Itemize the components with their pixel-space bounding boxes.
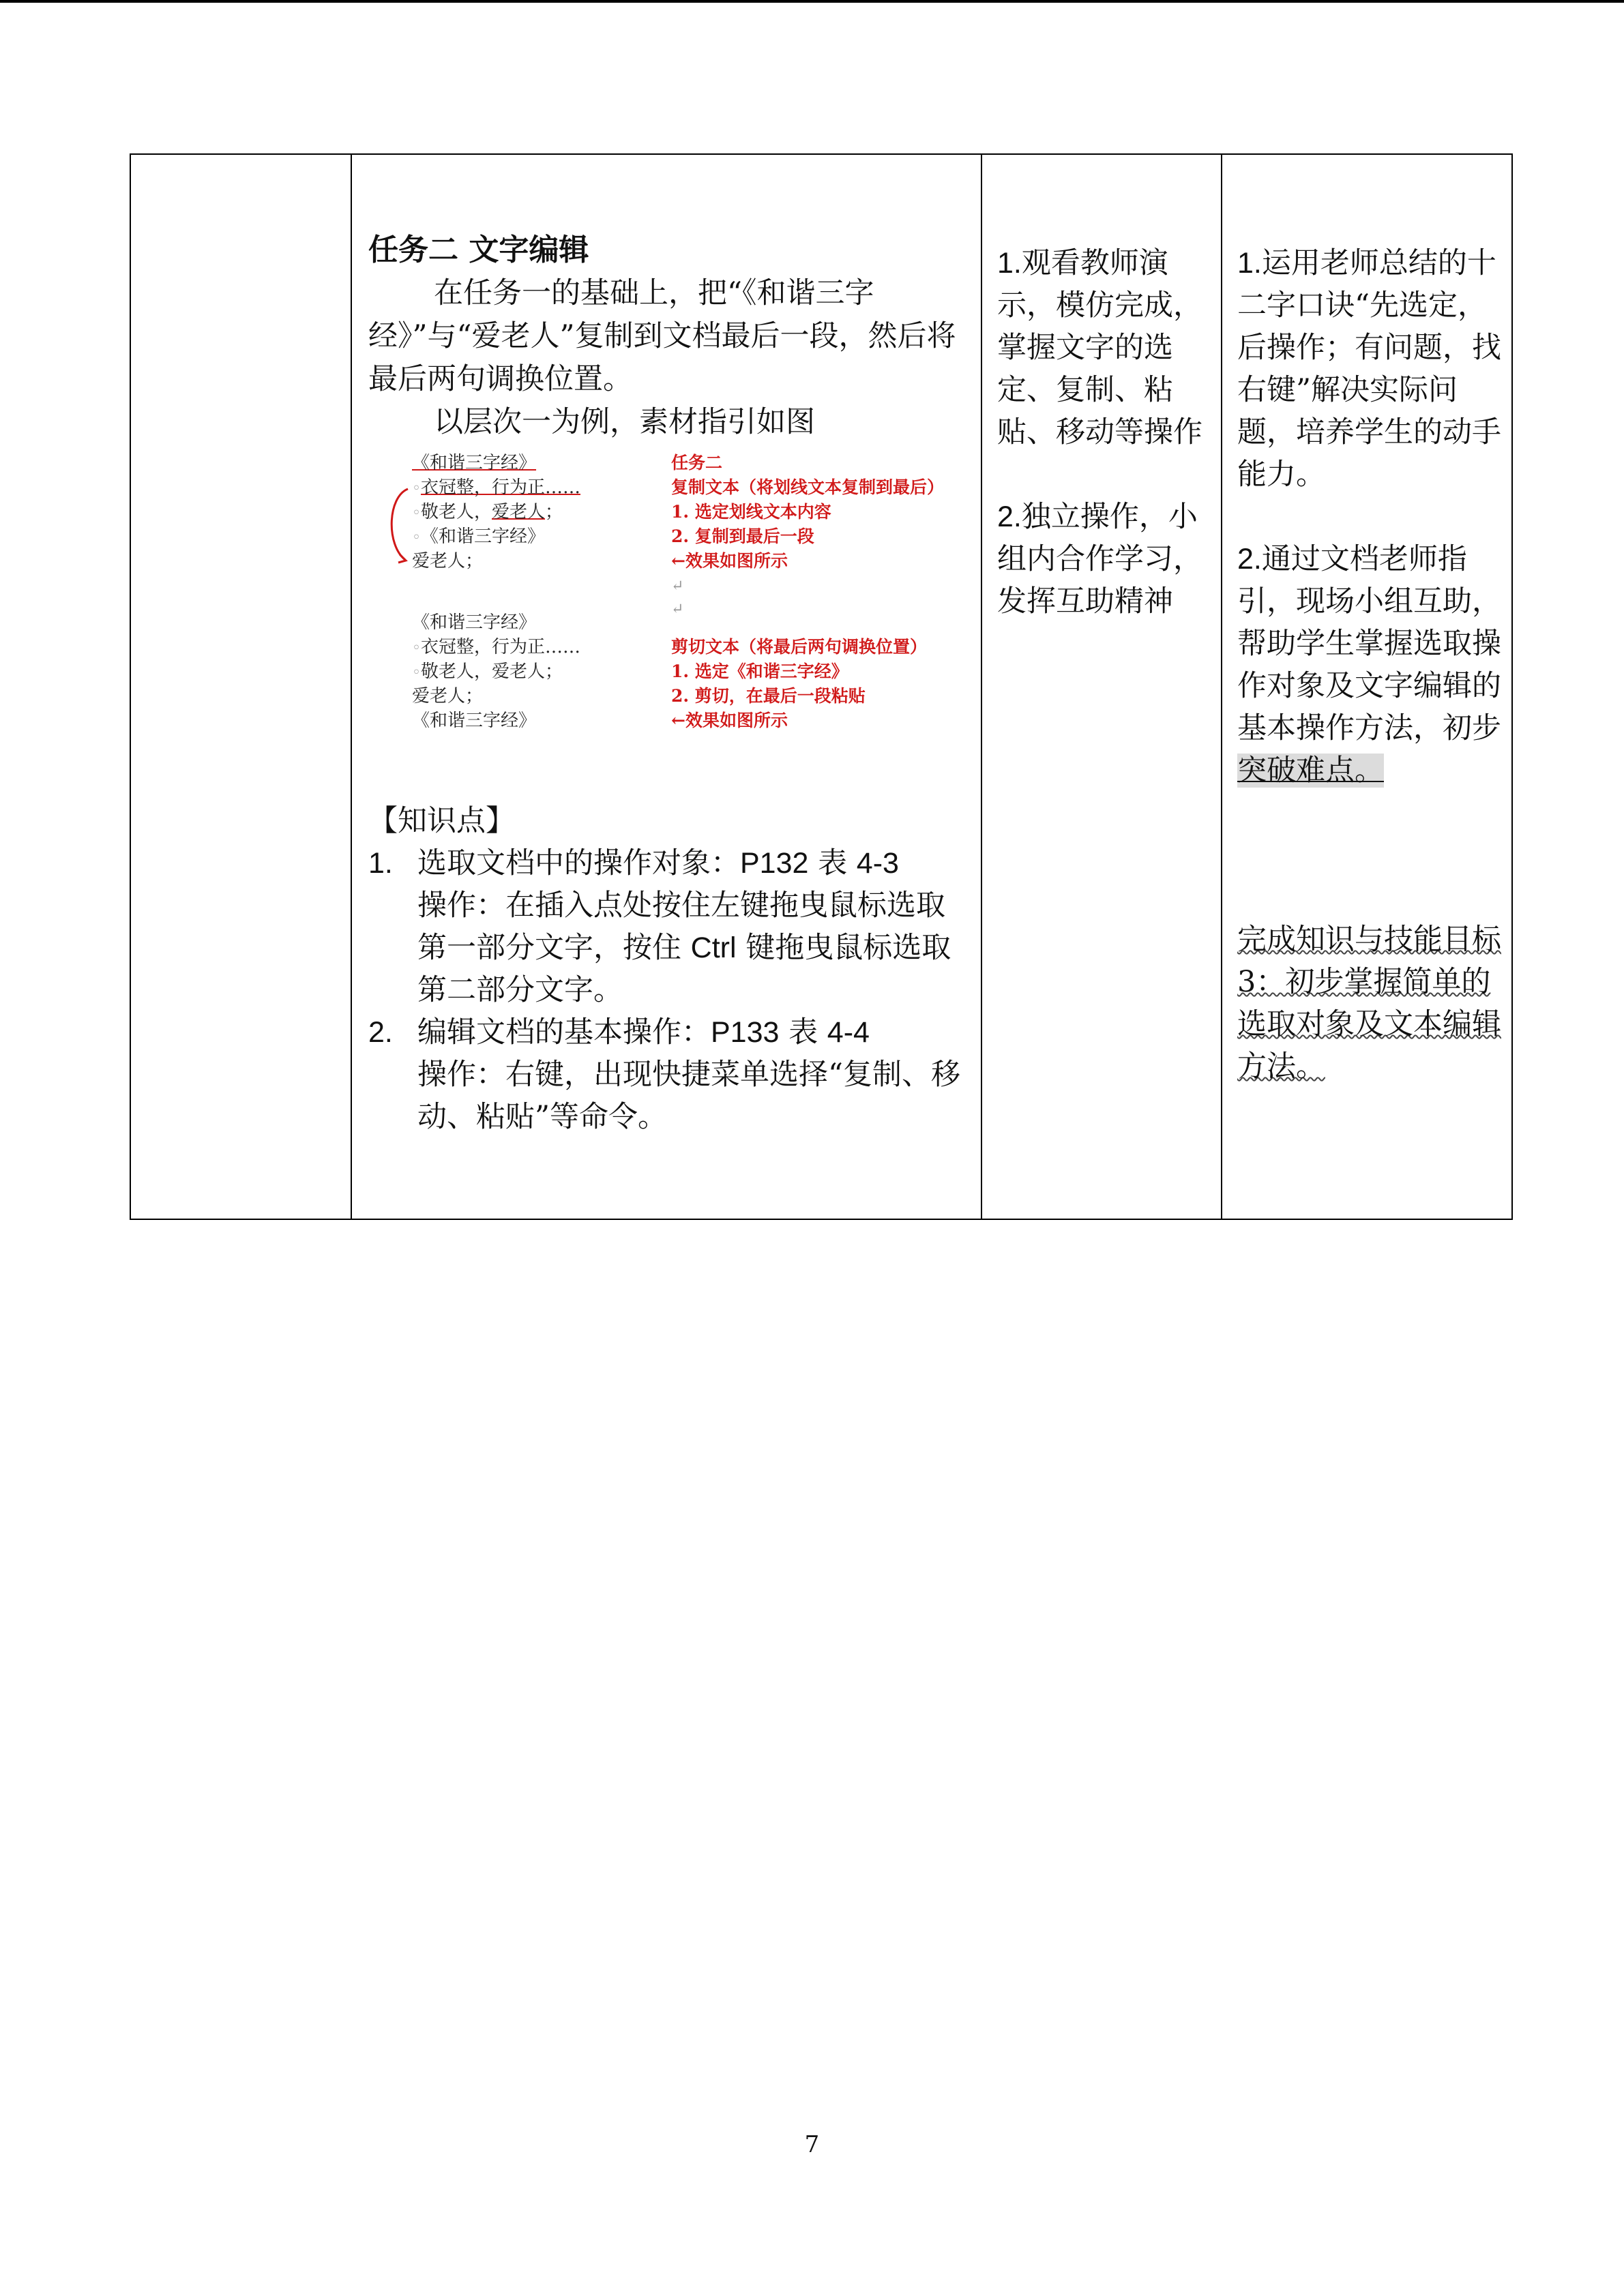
teaching-content-cell	[351, 154, 981, 1219]
figure-note: 剪切文本（将最后两句调换位置）	[671, 637, 928, 657]
figure-line: ◦敬老人，爱老人；	[412, 502, 563, 522]
figure-line: ◦衣冠整，行为正……	[412, 637, 580, 657]
paragraph-mark-icon: ↵	[671, 578, 684, 595]
paragraph-mark-icon: ◦	[412, 664, 421, 681]
task-title: 任务二 文字编辑	[368, 233, 589, 267]
figure-note: ←效果如图所示	[671, 551, 788, 571]
knowledge-line: 操作：在插入点处按住左键拖曳鼠标选取第一部分文字，按住 Ctrl 键拖曳鼠标选取第二部分文字。	[417, 889, 951, 1007]
figure-line: 《和谐三字经》	[412, 612, 537, 633]
material-guide-figure	[368, 449, 964, 749]
lesson-plan-table	[130, 153, 1513, 1220]
paragraph-mark-icon: ◦	[412, 640, 421, 657]
figure-line: ◦衣冠整，行为正……	[412, 477, 580, 498]
paragraph-mark-icon: ↵	[671, 601, 684, 618]
list-number: 2.	[368, 1016, 393, 1049]
design-intent-2: 2.通过文档老师指引，现场小组互助，帮助学生掌握选取操作对象及文字编辑的基本操作方法，初步突破难点。	[1237, 542, 1501, 788]
student-activity-1: 1.观看教师演示，模仿完成，掌握文字的选定、复制、粘贴、移动等操作	[997, 246, 1202, 449]
figure-line: 爱老人；	[412, 686, 484, 706]
figure-line: 爱老人；	[412, 551, 484, 571]
knowledge-heading: 【知识点】	[368, 804, 515, 838]
figure-line: 《和谐三字经》	[412, 711, 537, 731]
knowledge-line: 编辑文档的基本操作：P133 表 4-4	[417, 1015, 870, 1049]
curved-arrow-icon	[385, 483, 412, 565]
design-intent-goal: 完成知识与技能目标 3：初步掌握简单的选取对象及文本编辑方法。	[1237, 923, 1501, 1084]
page-top-border	[0, 0, 1624, 3]
stage-cell	[130, 154, 351, 1219]
knowledge-line: 操作：右键，出现快捷菜单选择“复制、移动、粘贴”等命令。	[417, 1058, 960, 1134]
figure-note: 2. 复制到最后一段	[671, 526, 814, 546]
student-activity-cell	[981, 154, 1222, 1219]
design-intent-1: 1.运用老师总结的十二字口诀“先选定，后操作；有问题，找右键”解决实际问题，培养学生的动手能力。	[1237, 246, 1501, 492]
figure-note: ←效果如图所示	[671, 711, 788, 730]
figure-note: 2. 剪切，在最后一段粘贴	[671, 686, 866, 706]
figure-note: 1. 选定划线文本内容	[671, 502, 831, 522]
paragraph-mark-icon: ◦	[412, 529, 421, 546]
page-number: 7	[804, 2131, 820, 2158]
design-intent-cell	[1222, 154, 1512, 1219]
task-paragraph: 在任务一的基础上，把“《和谐三字经》”与“爱老人”复制到文档最后一段，然后将最后两句调换位置。	[368, 276, 956, 396]
student-activity-2: 2.独立操作，小组内合作学习，发挥互助精神	[997, 500, 1202, 618]
paragraph-mark-icon: ◦	[412, 480, 421, 497]
figure-line: 《和谐三字经》	[412, 453, 537, 473]
task-paragraph: 以层次一为例，素材指引如图	[434, 405, 815, 439]
knowledge-line: 选取文档中的操作对象：P132 表 4-3	[417, 846, 899, 880]
list-number: 1.	[368, 847, 393, 880]
knowledge-item	[368, 842, 964, 1011]
figure-note: 复制文本（将划线文本复制到最后）	[671, 477, 945, 497]
figure-note: 任务二	[671, 453, 723, 473]
paragraph-mark-icon: ◦	[412, 505, 421, 522]
table-row	[130, 154, 1512, 1219]
knowledge-item	[368, 1011, 964, 1138]
figure-line: ◦敬老人，爱老人；	[412, 661, 563, 682]
figure-note: 1. 选定《和谐三字经》	[671, 661, 848, 681]
figure-line: ◦《和谐三字经》	[412, 526, 545, 547]
